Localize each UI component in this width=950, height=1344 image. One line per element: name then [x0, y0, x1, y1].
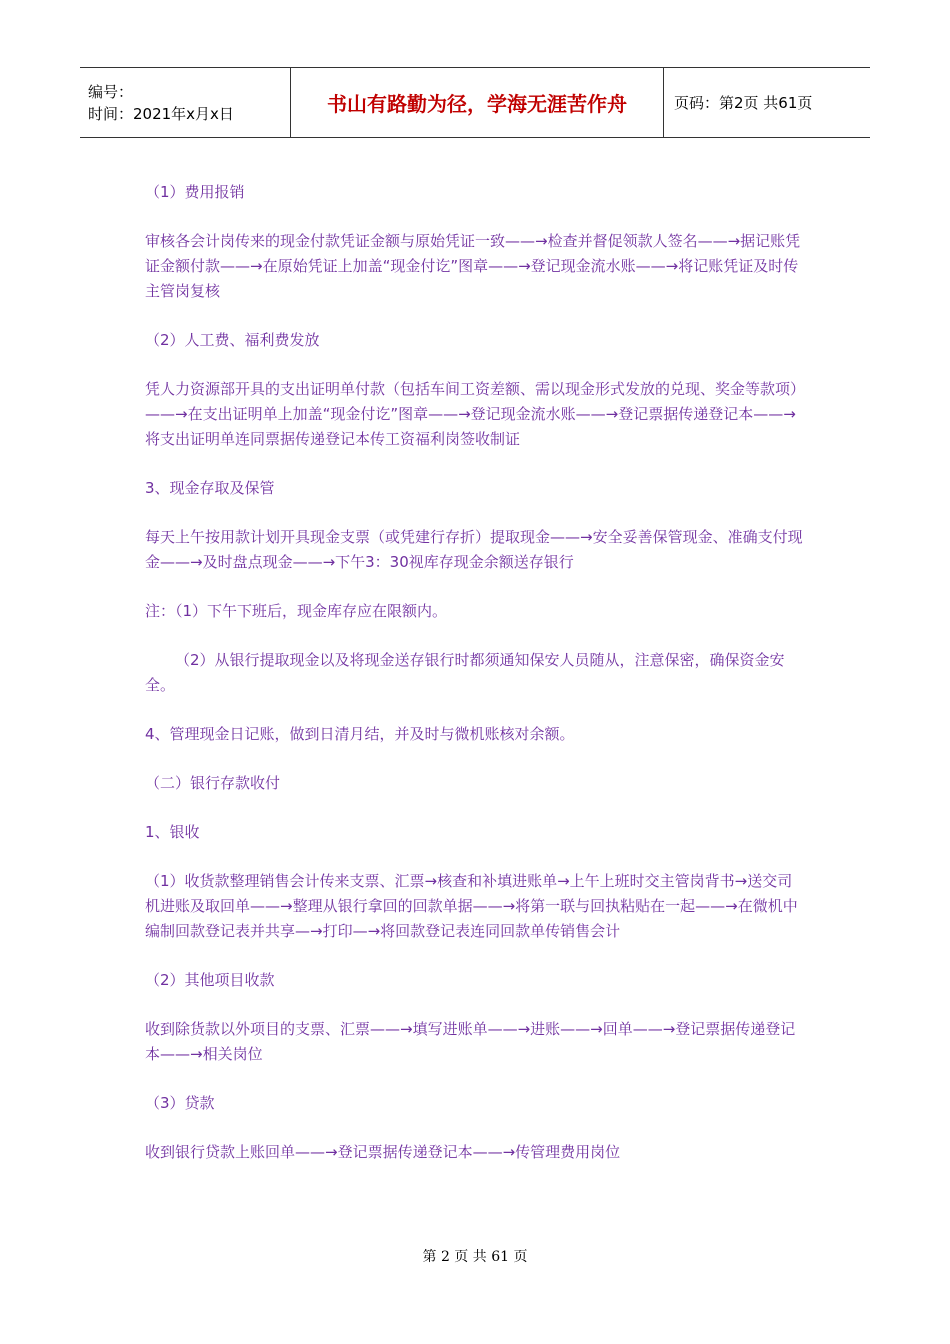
subheading: （1）费用报销 — [145, 183, 245, 201]
section-heading: 4、管理现金日记账，做到日清月结，并及时与微机账核对余额。 — [145, 725, 575, 743]
document-date: 时间：2021年x月x日 — [88, 104, 234, 123]
document-body — [145, 180, 805, 1189]
header-motto: 书山有路勤为径，学海无涯苦作舟 — [291, 68, 664, 137]
note: 注：（1）下午下班后，现金库存应在限额内。 — [145, 602, 448, 620]
paragraph: 审核各会计岗传来的现金付款凭证金额与原始凭证一致——→检查并督促领款人签名——→据记账凭证金额付款——→在原始凭证上加盖“现金付讫”图章——→登记现金流水账——→将记账凭证及时传主管岗复核 — [145, 232, 801, 300]
section-heading: 1、银收 — [145, 823, 200, 841]
subheading: （2）人工费、福利费发放 — [145, 331, 320, 349]
subheading: （3）贷款 — [145, 1094, 215, 1112]
paragraph: 凭人力资源部开具的支出证明单付款（包括车间工资差额、需以现金形式发放的兑现、奖金等款项）——→在支出证明单上加盖“现金付讫”图章——→登记现金流水账——→登记票据传递登记本——→将支出证明单连同票据传递登记本传工资福利岗签收制证 — [145, 380, 806, 448]
header-page-code: 页码：第2页 共61页 — [674, 94, 813, 112]
section-heading: （二）银行存款收付 — [145, 774, 281, 792]
header-meta — [80, 68, 291, 137]
section-heading: 3、现金存取及保管 — [145, 479, 275, 497]
page-header — [80, 67, 870, 138]
paragraph: 收到除货款以外项目的支票、汇票——→填写进账单——→进账——→回单——→登记票据传递登记本——→相关岗位 — [145, 1020, 796, 1063]
paragraph: 每天上午按用款计划开具现金支票（或凭建行存折）提取现金——→安全妥善保管现金、准确支付现金——→及时盘点现金——→下午3：30视库存现金余额送存银行 — [145, 528, 803, 571]
page-footer: 第 2 页 共 61 页 — [422, 1249, 528, 1265]
subheading: （2）其他项目收款 — [145, 971, 275, 989]
note: （2）从银行提取现金以及将现金送存银行时都须通知保安人员随从，注意保密，确保资金安全。 — [145, 651, 785, 694]
paragraph: 收到银行贷款上账回单——→登记票据传递登记本——→传管理费用岗位 — [145, 1143, 621, 1161]
document-number-label: 编号： — [88, 82, 134, 101]
paragraph: （1）收货款整理销售会计传来支票、汇票→核查和补填进账单→上午上班时交主管岗背书→送交司机进账及取回单——→整理从银行拿回的回款单据——→将第一联与回执粘贴在一起——→在微机中编制回款登记表并共享—→打印—→将回款登记表连同回款单传销售会计 — [145, 872, 798, 940]
